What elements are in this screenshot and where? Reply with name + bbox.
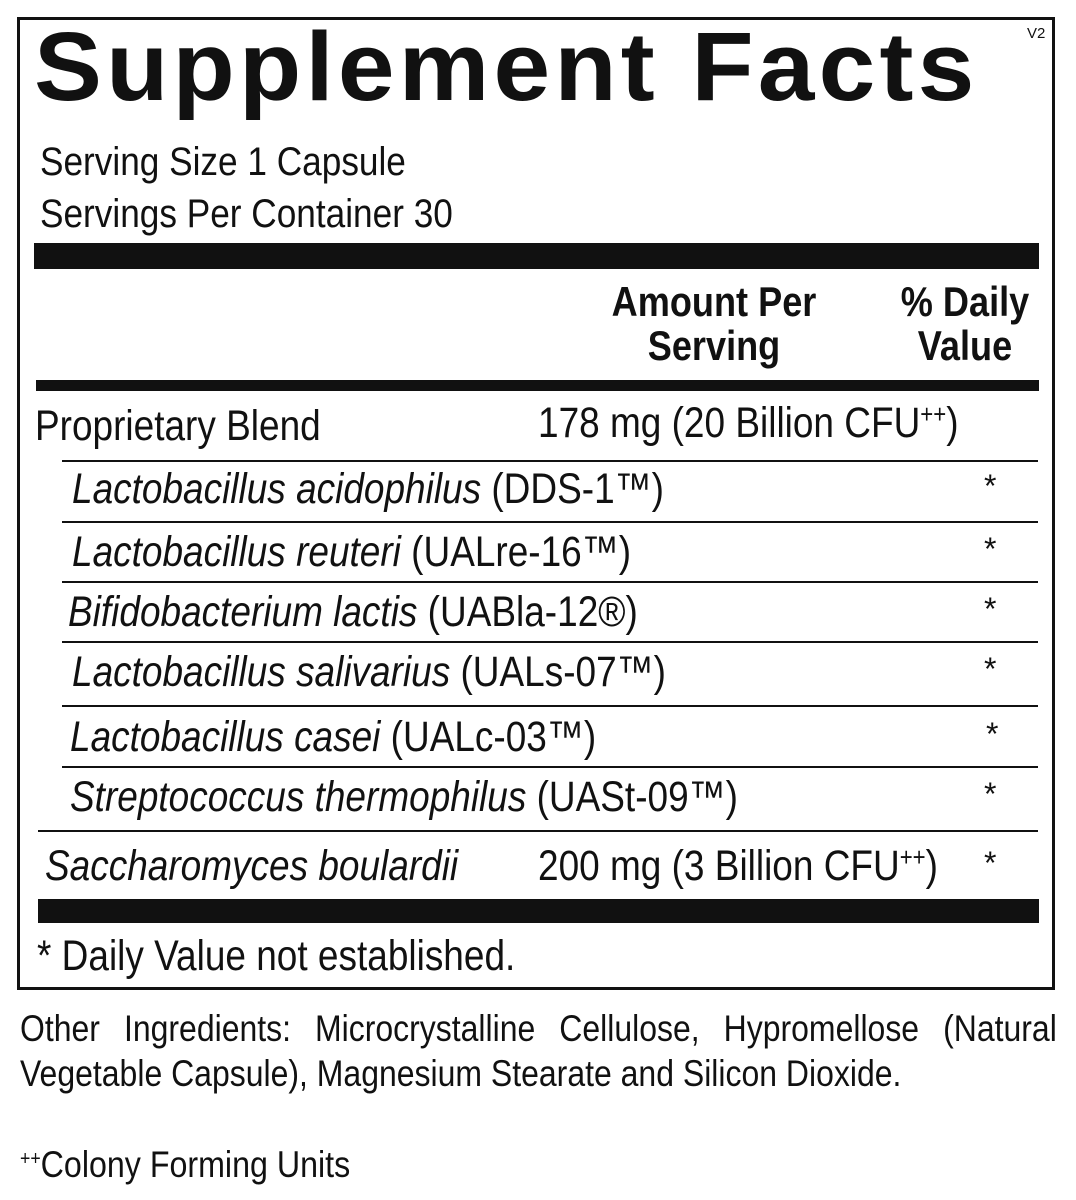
strain-row-6 bbox=[70, 773, 738, 821]
strain-species: Lactobacillus salivarius bbox=[72, 648, 451, 696]
blend-amount-close: ) bbox=[946, 399, 959, 447]
blend-name: Proprietary Blend bbox=[35, 402, 321, 450]
cfu-text: Colony Forming Units bbox=[40, 1144, 351, 1185]
cfu-sup: ++ bbox=[20, 1147, 41, 1170]
saccharomyces-name bbox=[45, 842, 459, 890]
amount-header-line2: Serving bbox=[647, 322, 781, 369]
cfu-footnote bbox=[20, 1146, 350, 1183]
blend-amount-text: 178 mg (20 Billion CFU bbox=[538, 399, 921, 447]
serving-size: Serving Size 1 Capsule bbox=[40, 140, 406, 184]
strain-species: Lactobacillus casei bbox=[70, 713, 381, 761]
row-divider bbox=[62, 766, 1038, 768]
saccharomyces-amount bbox=[538, 842, 938, 890]
row-divider bbox=[62, 705, 1038, 707]
other-ingredients bbox=[20, 1006, 1057, 1096]
strain-dv: * bbox=[984, 468, 997, 504]
strain-dv: * bbox=[984, 591, 997, 627]
saccharomyces-amount-close: ) bbox=[925, 842, 938, 890]
strain-code: (UALre-16™) bbox=[400, 528, 632, 576]
strain-row-5 bbox=[70, 713, 597, 761]
dv-header-line2: Value bbox=[917, 322, 1013, 369]
dv-header-line1: % Daily bbox=[900, 278, 1030, 325]
saccharomyces-dv: * bbox=[984, 845, 997, 881]
strain-dv: * bbox=[984, 531, 997, 567]
strain-code: (UALs-07™) bbox=[450, 648, 666, 696]
strain-species: Lactobacillus acidophilus bbox=[72, 465, 482, 513]
blend-amount-sup: ++ bbox=[920, 400, 947, 429]
strain-row-3 bbox=[68, 588, 638, 636]
saccharomyces-species: Saccharomyces boulardii bbox=[45, 842, 459, 890]
thick-divider-top bbox=[34, 243, 1039, 269]
daily-value-footnote: * Daily Value not established. bbox=[37, 932, 516, 980]
servings-per-container: Servings Per Container 30 bbox=[40, 192, 453, 236]
panel-title: Supplement Facts bbox=[34, 12, 979, 121]
strain-code: (UABla-12®) bbox=[417, 588, 638, 636]
other-ingredients-text: Other Ingredients: Microcrystalline Cellulose, Hypromellose (Natural Vegetable Capsule), Magnesium Stearate and Silicon Dioxide. bbox=[20, 1008, 1057, 1094]
row-divider bbox=[62, 581, 1038, 583]
row-divider bbox=[62, 460, 1038, 462]
strain-row-1 bbox=[72, 465, 664, 513]
strain-dv: * bbox=[984, 651, 997, 687]
strain-row-4 bbox=[72, 648, 666, 696]
saccharomyces-amount-sup: ++ bbox=[899, 843, 926, 872]
amount-header-line1: Amount Per bbox=[611, 278, 817, 325]
row-divider bbox=[62, 521, 1038, 523]
row-divider bbox=[62, 641, 1038, 643]
strain-code: (UALc-03™) bbox=[380, 713, 597, 761]
strain-row-2 bbox=[72, 528, 632, 576]
strain-dv: * bbox=[984, 776, 997, 812]
row-divider bbox=[38, 830, 1038, 832]
strain-code: (DDS-1™) bbox=[481, 465, 664, 513]
strain-species: Streptococcus thermophilus bbox=[70, 773, 527, 821]
strain-code: (UASt-09™) bbox=[526, 773, 738, 821]
strain-species: Bifidobacterium lactis bbox=[68, 588, 418, 636]
amount-per-serving-header bbox=[594, 280, 835, 368]
blend-amount bbox=[538, 399, 959, 447]
saccharomyces-amount-text: 200 mg (3 Billion CFU bbox=[538, 842, 900, 890]
version-label: V2 bbox=[1027, 25, 1046, 42]
thick-divider-bottom bbox=[38, 899, 1039, 923]
daily-value-header bbox=[892, 280, 1038, 368]
strain-species: Lactobacillus reuteri bbox=[72, 528, 401, 576]
medium-divider bbox=[36, 380, 1039, 391]
strain-dv: * bbox=[986, 716, 999, 752]
